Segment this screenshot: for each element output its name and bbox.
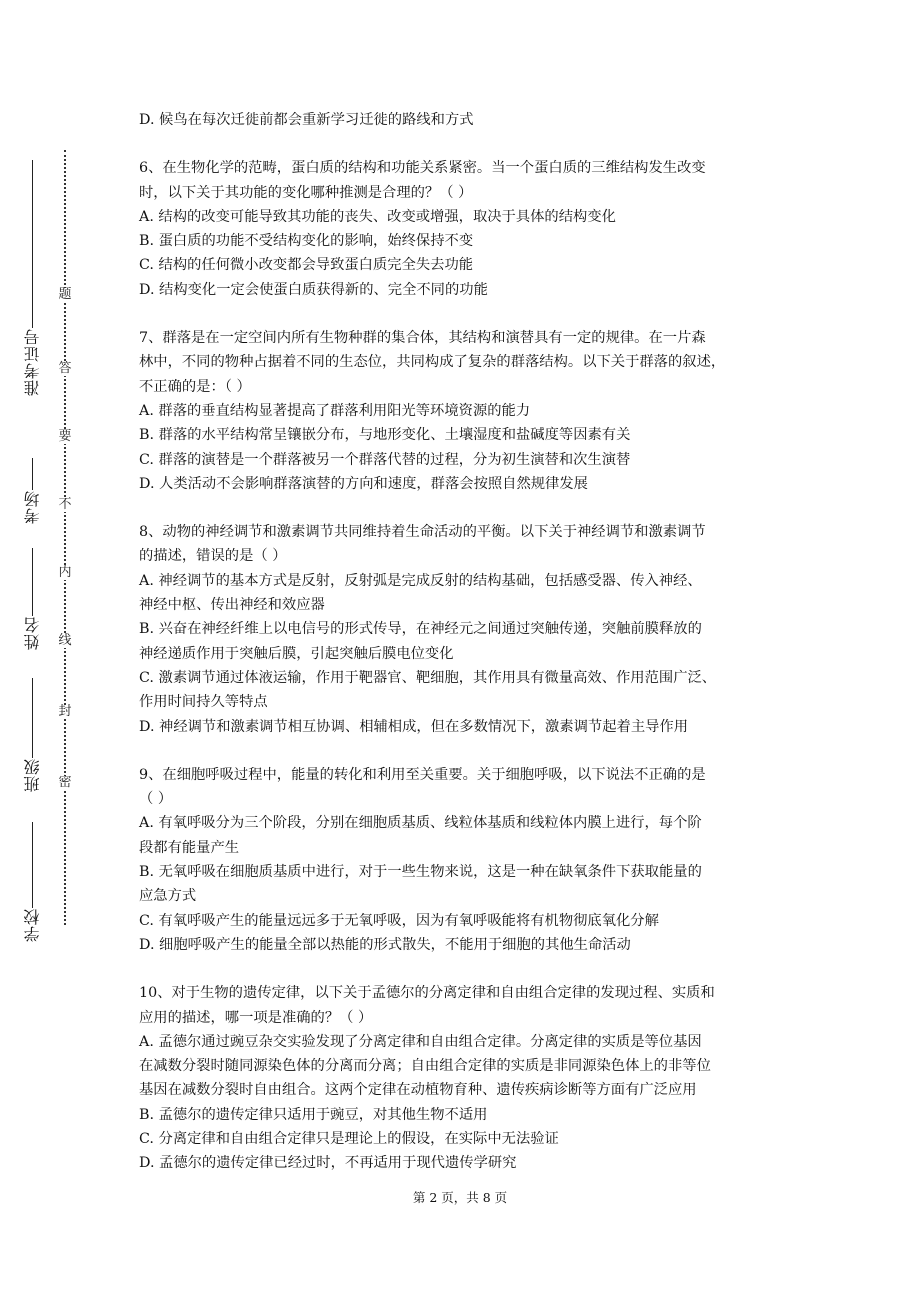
question-stem: 10、对于生物的遗传定律，以下关于孟德尔的分离定律和自由组合定律的发现过程、实质和 [139, 985, 715, 1002]
question-9 [139, 763, 787, 957]
question-stem: 林中，不同的物种占据着不同的生态位，共同构成了复杂的群落结构。以下关于群落的叙述， [139, 354, 726, 371]
name-field[interactable] [16, 548, 48, 650]
question-6 [139, 156, 787, 302]
option-d: D. 孟德尔的遗传定律已经过时，不再适用于现代遗传学研究 [139, 1155, 517, 1172]
option-b: B. 孟德尔的遗传定律只适用于豌豆，对其他生物不适用 [139, 1106, 488, 1123]
question-stem: 8、动物的神经调节和激素调节共同维持着生命活动的平衡。以下关于神经调节和激素调节 [139, 524, 706, 541]
question-stem: 9、在细胞呼吸过程中，能量的转化和利用至关重要。关于细胞呼吸，以下说法不正确的是 [139, 766, 706, 783]
option-a: 在减数分裂时随同源染色体的分离而分离；自由组合定律的实质是非同源染色体上的非等位 [139, 1058, 711, 1075]
seal-char: 要 [58, 429, 72, 444]
option-a: A. 孟德尔通过豌豆杂交实验发现了分离定律和自由组合定律。分离定律的实质是等位基因 [139, 1033, 702, 1050]
seal-char: 线 [58, 633, 72, 648]
option-b: B. 群落的水平结构常呈镶嵌分布，与地形变化、土壤湿度和盐碱度等因素有关 [139, 427, 631, 444]
option-b: B. 无氧呼吸在细胞质基质中进行，对于一些生物来说，这是一种在缺氧条件下获取能量的 [139, 864, 702, 881]
question-stem: 应用的描述，哪一项是准确的？（ ） [139, 1009, 373, 1026]
option-a: 基因在减数分裂时自由组合。这两个定律在动植物育种、遗传疾病诊断等方面有广泛应用 [139, 1082, 697, 1099]
school-label: 学校 [22, 908, 42, 942]
option-b: B. 蛋白质的功能不受结构变化的影响，始终保持不变 [139, 233, 474, 250]
option-d: D. 候鸟在每次迁徙前都会重新学习迁徙的路线和方式 [139, 112, 474, 128]
option-a: A. 神经调节的基本方式是反射，反射弧是完成反射的结构基础，包括感受器、传入神经、 [139, 572, 702, 589]
option-a: 段都有能量产生 [139, 839, 240, 856]
option-d: D. 神经调节和激素调节相互协调、相辅相成，但在多数情况下，激素调节起着主导作用 [139, 718, 689, 735]
question-8 [139, 520, 787, 739]
seal-char: 答 [58, 361, 72, 376]
option-a: A. 有氧呼吸分为三个阶段，分别在细胞质基质、线粒体基质和线粒体内膜上进行，每个阶 [139, 815, 702, 832]
option-d: D. 细胞呼吸产生的能量全部以热能的形式散失，不能用于细胞的其他生命活动 [139, 936, 631, 953]
question-stem: 的描述，错误的是（ ） [139, 548, 287, 565]
seal-char: 不 [58, 497, 72, 512]
question-stem: 不正确的是：（ ） [139, 378, 251, 395]
option-b: B. 兴奋在神经纤维上以电信号的形式传导，在神经元之间通过突触传递，突触前膜释放的 [139, 621, 702, 638]
option-a: A. 群落的垂直结构显著提高了群落利用阳光等环境资源的能力 [139, 402, 531, 419]
question-5-tail [139, 108, 787, 132]
exam-number-label: 准考证号 [22, 328, 42, 396]
option-a: A. 结构的改变可能导致其功能的丧失、改变或增强，取决于具体的结构变化 [139, 208, 616, 225]
name-label: 姓名 [22, 616, 42, 650]
question-10 [139, 981, 787, 1175]
option-d: D. 人类活动不会影响群落演替的方向和速度，群落会按照自然规律发展 [139, 475, 588, 492]
exam-room-label: 考场 [22, 490, 42, 524]
option-b: 应急方式 [139, 888, 197, 905]
question-stem: 时，以下关于其功能的变化哪种推测是合理的？（ ） [139, 184, 473, 201]
exam-room-field[interactable] [16, 458, 48, 524]
seal-char: 题 [58, 287, 72, 302]
class-label: 班级 [22, 758, 42, 792]
option-b: 神经递质作用于突触后膜，引起突触后膜电位变化 [139, 645, 454, 662]
binding-margin [0, 0, 110, 1302]
option-c: C. 激素调节通过体液运输，作用于靶器官、靶细胞，其作用具有微量高效、作用范围广泛、 [139, 669, 717, 686]
option-a: 神经中枢、传出神经和效应器 [139, 597, 325, 614]
question-7 [139, 326, 787, 496]
exam-number-field[interactable] [16, 160, 48, 396]
option-c: C. 分离定律和自由组合定律只是理论上的假设，在实际中无法验证 [139, 1130, 559, 1147]
school-field[interactable] [16, 822, 48, 942]
page-number: 第 2 页，共 8 页 [412, 1190, 508, 1205]
option-d: D. 结构变化一定会使蛋白质获得新的、完全不同的功能 [139, 281, 488, 298]
question-stem: （ ） [139, 791, 173, 808]
class-field[interactable] [16, 678, 48, 792]
question-stem: 7、群落是在一定空间内所有生物种群的集合体，其结构和演替具有一定的规律。在一片森 [139, 330, 706, 347]
question-stem: 6、在生物化学的范畴，蛋白质的结构和功能关系紧密。当一个蛋白质的三维结构发生改变 [139, 160, 706, 177]
seal-char: 密 [58, 775, 72, 790]
seal-dotted-line [64, 150, 66, 925]
option-c: C. 有氧呼吸产生的能量远远多于无氧呼吸，因为有氧呼吸能将有机物彻底氧化分解 [139, 912, 659, 929]
seal-char: 内 [58, 565, 72, 580]
option-c: C. 群落的演替是一个群落被另一个群落代替的过程，分为初生演替和次生演替 [139, 451, 631, 468]
option-c: C. 结构的任何微小改变都会导致蛋白质完全失去功能 [139, 257, 474, 274]
question-content [139, 108, 787, 1176]
seal-char: 封 [58, 704, 72, 719]
option-c: 作用时间持久等特点 [139, 694, 268, 711]
